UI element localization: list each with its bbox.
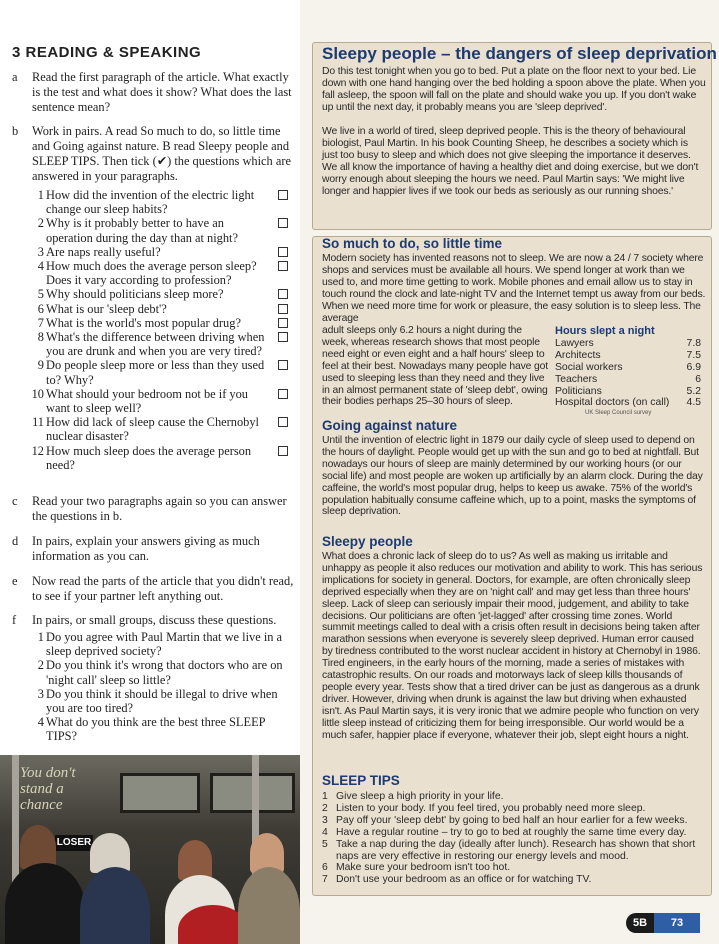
table-hours: 6 <box>695 373 701 385</box>
instruction-letter: a <box>12 70 18 84</box>
passenger-body <box>5 863 85 944</box>
table-row <box>555 386 701 398</box>
discussion-item <box>12 687 294 715</box>
question-item <box>12 387 294 415</box>
subway-photo <box>0 755 300 944</box>
discussion-text: Do you think it's wrong that doctors who are on 'night call' sleep so little? <box>46 658 283 687</box>
question-number: 5 <box>37 287 44 302</box>
discussion-list <box>12 630 294 744</box>
discussion-text: Do you think it should be illegal to drive when you are too tired? <box>46 686 278 716</box>
tip-item <box>322 862 706 874</box>
tick-box[interactable] <box>278 360 288 370</box>
instruction-text: Work in pairs. A read So much to do, so little time and Going against nature. B read Sleepy people and SLEEP TIPS. Then tick (✔) the questions which are answered in your paragraphs. <box>32 124 291 183</box>
tip-number: 6 <box>322 862 328 874</box>
discussion-number: 3 <box>37 686 44 701</box>
table-source: UK Sleep Council survey <box>585 410 652 417</box>
instruction-text: Read your two paragraphs again so you can answer the questions in b. <box>32 494 287 523</box>
question-item <box>12 444 294 472</box>
tick-box[interactable] <box>278 389 288 399</box>
tip-number: 1 <box>322 791 328 802</box>
discussion-item <box>12 630 294 658</box>
question-number: 6 <box>37 301 44 316</box>
question-text: How much sleep does the average person need? <box>46 443 252 472</box>
question-text: Why is it probably better to have an operation during the day than at night? <box>46 216 239 245</box>
instruction-letter: f <box>12 613 17 627</box>
instruction-c <box>12 494 294 524</box>
tip-item <box>322 839 706 863</box>
tick-box[interactable] <box>278 247 288 257</box>
question-text: Are naps really useful? <box>46 244 161 259</box>
tip-text: Have a regular routine – try to go to bed at roughly the same time every day. <box>336 826 687 838</box>
table-row <box>555 397 701 409</box>
question-number: 9 <box>37 358 44 373</box>
question-text: What's the difference between driving when you are drunk and when you are very tired? <box>46 330 265 359</box>
table-job: Lawyers <box>555 337 594 349</box>
train-window <box>120 773 200 813</box>
tip-number: 3 <box>322 814 328 826</box>
table-job: Hospital doctors (on call) <box>555 397 670 409</box>
exercise-column <box>0 0 300 944</box>
instruction-d <box>12 534 294 564</box>
discussion-item <box>12 658 294 686</box>
passenger-body <box>238 867 300 944</box>
tip-number: 4 <box>322 826 328 838</box>
heading-nature: Going against nature <box>322 418 458 433</box>
question-text: What is the world's most popular drug? <box>46 315 241 330</box>
question-item <box>12 415 294 443</box>
passenger-head <box>20 825 56 869</box>
tip-item <box>322 791 706 803</box>
table-job: Politicians <box>555 385 602 397</box>
discussion-text: Do you agree with Paul Martin that we live in a sleep deprived society? <box>46 630 283 659</box>
question-text: Do people sleep more or less than they used to? Why? <box>46 358 265 387</box>
tick-box[interactable] <box>278 318 288 328</box>
table-hours: 5.2 <box>686 385 701 397</box>
tip-item <box>322 827 706 839</box>
tip-text: Give sleep a high priority in your life. <box>336 791 504 802</box>
question-number: 8 <box>37 330 44 345</box>
question-number: 12 <box>31 443 44 458</box>
table-job: Teachers <box>555 373 598 385</box>
passenger-body <box>80 867 150 944</box>
article-paragraph: What does a chronic lack of sleep do to us? As well as making us irritable and unhappy as people it also reduces our motivation and ability to work. This has serious implications for society in general. Doctors, for example, are often chronically sleep deprived especially when they are on 'night call' and may get less than three hours' sleep. Lack of sleep can seriously impair their mood, judgement, and ability to take decisions. Our politicians are often 'jet-lagged' after crossing time zones. World summit meetings called to deal with a crisis often result in decisions being taken after marathon sessions when everyone is severely sleep deprived. Human error caused by tiredness contributed to the worst nuclear accident in history at Chernobyl in 1986. Tired engineers, in the early hours of the morning, made a series of mistakes with catastrophic results. On our roads and motorways lack of sleep kills thousands of people every year. Tests show that a tired driver can be just as dangerous as a drunk driver. However, driving when drunk is against the law but driving when exhausted isn't. As Paul Martin says, it is very ironic that we admire people who function on very little sleep instead of criticizing them for being irresponsible. Our world would be a much safer, happier place if everyone, whatever their job, slept eight hours a night. <box>322 551 703 741</box>
table-row <box>555 374 701 386</box>
article-paragraph: Until the invention of electric light in 1879 our daily cycle of sleep used to depend on the hours of daylight. People would get up with the sun and go to bed at nightfall. But nowadays our hours of sleep are mainly determined by our working hours (or our social life) and most people are woken up artificially by an alarm clock. During the day caffeine, the world's most popular drug, helps to keep us awake. 75% of the world's population habitually consume caffeine which, up to a point, masks the symptoms of sleep deprivation. <box>322 435 703 518</box>
question-number: 10 <box>31 386 44 401</box>
tip-text: Pay off your 'sleep debt' by going to bed half an hour earlier for a few weeks. <box>336 814 688 826</box>
question-text: Why should politicians sleep more? <box>46 287 224 302</box>
question-text: How much does the average person sleep? Does it vary according to profession? <box>46 259 257 288</box>
heading-tips: SLEEP TIPS <box>322 773 400 788</box>
tip-item <box>322 815 706 827</box>
question-text: What is our 'sleep debt'? <box>46 301 167 316</box>
table-hours: 4.5 <box>686 397 701 409</box>
question-number: 7 <box>37 315 44 330</box>
question-list <box>12 188 294 472</box>
instruction-e <box>12 574 294 604</box>
heading-busy: So much to do, so little time <box>322 236 503 251</box>
question-number: 4 <box>37 259 44 274</box>
article-column <box>300 0 719 944</box>
discussion-text: What do you think are the best three SLEEP TIPS? <box>46 715 266 744</box>
question-item <box>12 245 294 259</box>
instruction-text: Read the first paragraph of the article. What exactly is the test and what does it show? What does the last sentence mean? <box>32 70 292 114</box>
discussion-item <box>12 715 294 743</box>
question-item <box>12 316 294 330</box>
discussion-number: 2 <box>37 658 44 673</box>
table-title: Hours slept a night <box>555 325 655 337</box>
tip-text: Take a nap during the day (ideally after lunch). Research has shown that short naps are very effective in restoring our energy levels and mood. <box>336 838 696 862</box>
page-number: 73 <box>654 913 700 933</box>
instruction-text: In pairs, or small groups, discuss these questions. <box>32 613 277 627</box>
article-paragraph: adult sleeps only 6.2 hours a night during the week, whereas research shows that most people need eight or even eight and a half hours' sleep to feel at their best. Nowadays many people have got used to sleeping less than they need and they live in an almost permanent state of 'sleep debt', owing their bodies perhaps 25–30 hours of sleep. <box>322 325 549 408</box>
tick-box[interactable] <box>278 446 288 456</box>
question-number: 3 <box>37 244 44 259</box>
article-title: Sleepy people – the dangers of sleep deprivation <box>322 44 717 63</box>
tick-box[interactable] <box>278 289 288 299</box>
tick-box[interactable] <box>278 218 288 228</box>
tip-item <box>322 803 706 815</box>
tip-number: 5 <box>322 838 328 850</box>
table-row <box>555 362 701 374</box>
question-text: What should your bedroom not be if you want to sleep well? <box>46 386 249 416</box>
sleep-hours-table <box>555 326 701 417</box>
tip-text: Make sure your bedroom isn't too hot. <box>336 862 511 874</box>
question-number: 1 <box>37 188 44 202</box>
question-item <box>12 287 294 301</box>
jacket-sign: LOSER <box>55 835 93 851</box>
article-paragraph: Modern society has invented reasons not to sleep. We are now a 24 / 7 society where shops and services must be available all hours. We spend longer at work than we used to, and more time getting to work. Mobile phones and email allow us to stay in touch round the clock and late-night TV and the Internet tempt us away from our beds. When we need more time for work or pleasure, the easy solution is to sleep less. The average <box>322 253 706 324</box>
tick-box[interactable] <box>278 417 288 427</box>
instruction-text: In pairs, explain your answers giving as much information as you can. <box>32 534 260 563</box>
instruction-a <box>12 70 294 115</box>
table-hours: 7.5 <box>686 349 701 361</box>
article-paragraph: Do this test tonight when you go to bed. Put a plate on the floor next to your bed. Lie down with one hand hanging over the bed holding a spoon above the plate. When you fall asleep, the spoon will fall on the plate and should wake you up. If you don't wake up until the next day, it probably means you are 'sleep deprived'. <box>322 66 706 113</box>
question-item <box>12 216 294 244</box>
tip-text: Listen to your body. If you feel tired, you probably need more sleep. <box>336 802 646 814</box>
advert-text: You don't stand a chance <box>20 765 76 813</box>
tip-number: 7 <box>322 874 328 886</box>
unit-badge: 5B <box>626 913 654 933</box>
tick-box[interactable] <box>278 332 288 342</box>
discussion-number: 1 <box>37 630 44 644</box>
tip-item <box>322 874 706 886</box>
discussion-number: 4 <box>37 715 44 730</box>
instruction-b <box>12 124 294 184</box>
tick-box[interactable] <box>278 190 288 200</box>
article-paragraph: We live in a world of tired, sleep deprived people. This is the theory of behavioural biologist, Paul Martin. In his book Counting Sheep, he describes a society which is just too busy to sleep and which does not give sleeping the importance it deserves. We all know the importance of having a healthy diet and doing exercise, but we don't worry enough about sleeping the hours we need. Paul Martin says: 'We might live longer and happier lives if we took our beds as seriously as our running shoes.' <box>322 126 699 197</box>
table-hours: 7.8 <box>686 337 701 349</box>
question-text: How did the invention of the electric light change our sleep habits? <box>46 188 255 217</box>
instruction-text: Now read the parts of the article that you didn't read, to see if your partner left anything out. <box>32 574 294 603</box>
question-number: 2 <box>37 216 44 231</box>
table-row <box>555 350 701 362</box>
question-item <box>12 188 294 216</box>
table-job: Architects <box>555 349 601 361</box>
tips-list <box>322 791 706 886</box>
instruction-letter: c <box>12 494 18 508</box>
instruction-letter: e <box>12 574 18 588</box>
passenger-head <box>178 840 212 880</box>
section-title: 3 READING & SPEAKING <box>12 44 202 61</box>
heading-sleepy: Sleepy people <box>322 534 413 549</box>
tip-text: Don't use your bedroom as an office or for watching TV. <box>336 874 592 886</box>
instruction-letter: d <box>12 534 19 548</box>
table-job: Social workers <box>555 361 623 373</box>
question-item <box>12 358 294 386</box>
table-row <box>555 338 701 350</box>
question-number: 11 <box>32 415 44 430</box>
instruction-f <box>12 613 294 628</box>
question-item <box>12 330 294 358</box>
table-hours: 6.9 <box>686 361 701 373</box>
tick-box[interactable] <box>278 261 288 271</box>
tick-box[interactable] <box>278 304 288 314</box>
instruction-letter: b <box>12 124 19 138</box>
question-item <box>12 302 294 316</box>
question-text: How did lack of sleep cause the Chernobyl nuclear disaster? <box>46 415 259 444</box>
tip-number: 2 <box>322 802 328 814</box>
question-item <box>12 259 294 287</box>
